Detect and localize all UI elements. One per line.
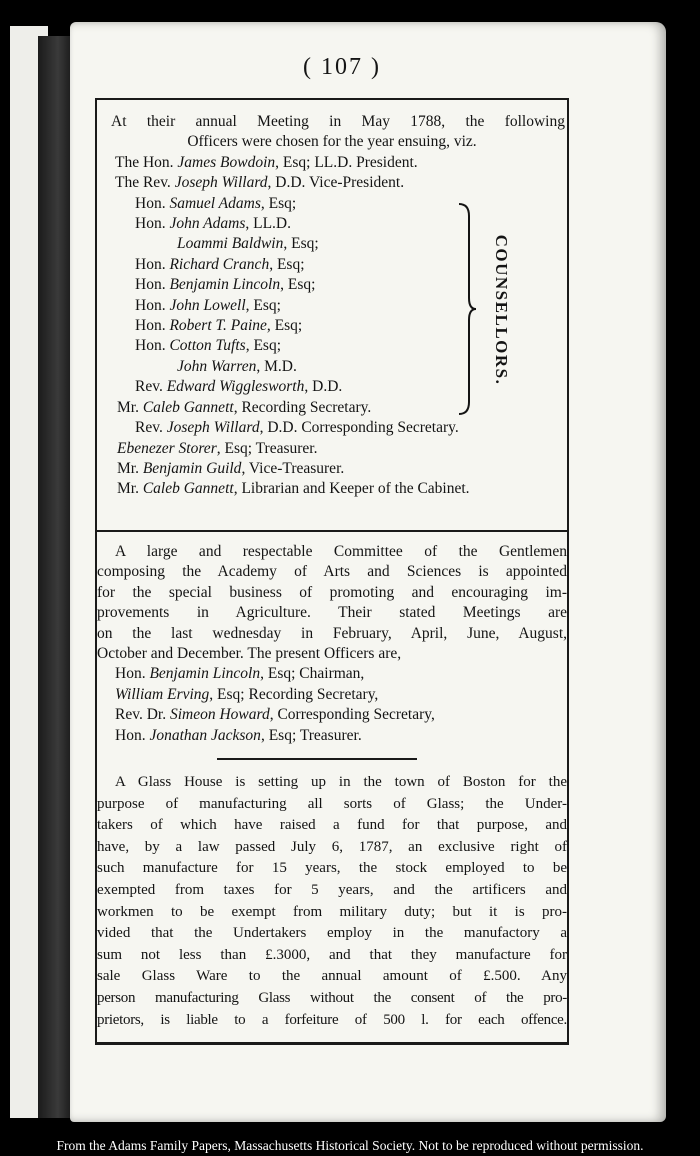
glass-house-section (97, 772, 567, 1031)
counsellor-entry: Hon. John Adams, LL.D. (135, 215, 292, 233)
glass-house-line: takers of which have raised a fund for that purpose, and (97, 817, 567, 834)
glass-house-line: sale Glass Ware to the annual amount of £.500. Any (97, 968, 567, 985)
committee-line: composing the Academy of Arts and Sciences is appointed (97, 563, 567, 581)
glass-house-line: have, by a law passed July 6, 1787, an exclusive right of (97, 838, 567, 855)
glass-house-line: exempted from taxes for 5 years, and the artificers and (97, 881, 567, 898)
page-number: ( 107 ) (303, 54, 381, 80)
committee-line: A large and respectable Committee of the Gentlemen (115, 543, 567, 560)
counsellor-entry: Hon. Robert T. Paine, Esq; (135, 317, 303, 335)
officer-entry: Mr. Caleb Gannett, Librarian and Keeper of the Cabinet. (117, 480, 470, 498)
president-entry: The Hon. James Bowdoin, Esq; LL.D. President. (115, 153, 418, 171)
counsellors-brace (457, 202, 477, 416)
counsellors-label: COUNSELLORS. (492, 234, 511, 386)
section-divider (217, 758, 417, 760)
counsellor-entry: John Warren, M.D. (177, 357, 297, 375)
officers-intro-line: Officers were chosen for the year ensuing, viz. (187, 133, 477, 151)
committee-officer-entry: Rev. Dr. Simeon Howard, Corresponding Secretary, (115, 706, 435, 724)
committee-line: for the special business of promoting and encouraging im- (97, 583, 567, 601)
committee-line: on the last wednesday in February, April, June, August, (97, 624, 567, 642)
officers-intro-line: At their annual Meeting in May 1788, the following (111, 113, 565, 130)
counsellor-entry: Rev. Edward Wigglesworth, D.D. (135, 378, 343, 396)
committee-officer-entry: Hon. Jonathan Jackson, Esq; Treasurer. (115, 726, 362, 744)
glass-house-line: workmen to be exempt from military duty; but it is pro- (97, 903, 567, 920)
section-divider (97, 530, 567, 532)
glass-house-line: sum not less than £.3000, and that they manufacture for (97, 946, 567, 963)
glass-house-line: such manufacture for 15 years, the stock employed to be (97, 860, 567, 877)
counsellor-entry: Hon. Samuel Adams, Esq; (135, 194, 297, 212)
officer-entry: Mr. Benjamin Guild, Vice-Treasurer. (117, 459, 345, 477)
glass-house-line: prietors, is liable to a forfeiture of 500 l. for each offence. (97, 1011, 567, 1028)
vice-president-entry: The Rev. Joseph Willard, D.D. Vice-President. (115, 174, 405, 192)
glass-house-line: person manufacturing Glass without the consent of the pro- (97, 989, 567, 1006)
committee-officer-entry: William Erving, Esq; Recording Secretary, (115, 685, 379, 703)
officer-entry: Rev. Joseph Willard, D.D. Corresponding Secretary. (135, 419, 459, 437)
glass-house-line: vided that the Undertakers employ in the manufactory a (97, 925, 567, 942)
counsellor-entry: Loammi Baldwin, Esq; (177, 235, 319, 253)
committee-section (97, 542, 567, 746)
counsellor-entry: Hon. Benjamin Lincoln, Esq; (135, 276, 316, 294)
counsellor-entry: Hon. John Lowell, Esq; (135, 296, 281, 314)
counsellor-entry: Hon. Richard Cranch, Esq; (135, 255, 305, 273)
officer-entry: Mr. Caleb Gannett, Recording Secretary. (117, 398, 372, 416)
committee-line: provements in Agriculture. Their stated Meetings are (97, 604, 567, 622)
glass-house-line: A Glass House is setting up in the town of Boston for the (115, 774, 567, 790)
counsellor-entry: Hon. Cotton Tufts, Esq; (135, 337, 282, 355)
officer-entry: Ebenezer Storer, Esq; Treasurer. (117, 439, 318, 457)
archive-caption: From the Adams Family Papers, Massachusetts Historical Society. Not to be reproduced without permission. (56, 1138, 644, 1153)
committee-officer-entry: Hon. Benjamin Lincoln, Esq; Chairman, (115, 665, 365, 683)
committee-line: October and December. The present Officers are, (97, 645, 402, 663)
text-frame (95, 98, 569, 1045)
glass-house-line: purpose of manufacturing all sorts of Glass; the Under- (97, 795, 567, 812)
